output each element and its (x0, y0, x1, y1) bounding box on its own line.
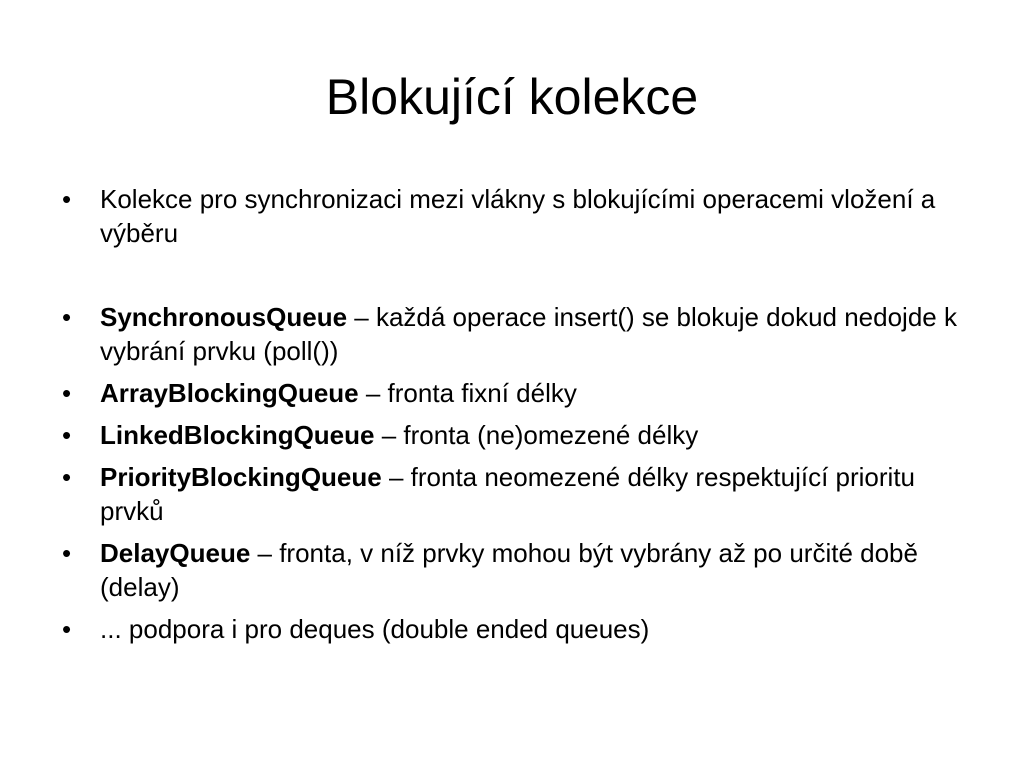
bullet-dot-icon: • (62, 378, 72, 408)
bullet-item (62, 300, 962, 368)
bullet-dot-icon: • (62, 302, 72, 332)
bullet-item (62, 612, 962, 646)
bullet-term: LinkedBlockingQueue (100, 420, 375, 450)
bullet-term: PriorityBlockingQueue (100, 462, 382, 492)
bullet-item (62, 182, 962, 250)
bullet-text: – fronta neomezené délky respektující prioritu prvků (100, 462, 916, 526)
bullet-dot-icon: • (62, 614, 72, 644)
bullet-item (62, 536, 962, 604)
bullet-term: SynchronousQueue (100, 302, 348, 332)
bullet-text: – fronta, v níž prvky mohou být vybrány až po určité době (delay) (100, 538, 918, 602)
bullet-item (62, 376, 962, 410)
bullet-text: Kolekce pro synchronizaci mezi vlákny s blokujícími operacemi vložení a výběru (100, 184, 936, 248)
bullet-dot-icon: • (62, 420, 72, 450)
slide-title: Blokující kolekce (325, 69, 699, 125)
bullet-term: DelayQueue (100, 538, 251, 568)
bullet-text: ... podpora i pro deques (double ended queues) (100, 614, 650, 644)
bullet-text: – fronta fixní délky (358, 378, 577, 408)
bullet-text: – fronta (ne)omezené délky (374, 420, 699, 450)
bullet-dot-icon: • (62, 538, 72, 568)
bullet-list (62, 182, 962, 654)
bullet-dot-icon: • (62, 184, 72, 214)
bullet-dot-icon: • (62, 462, 72, 492)
bullet-text: – každá operace insert() se blokuje dokud nedojde k vybrání prvku (poll()) (100, 302, 957, 366)
bullet-term: ArrayBlockingQueue (100, 378, 359, 408)
bullet-item (62, 418, 962, 452)
bullet-item (62, 460, 962, 528)
